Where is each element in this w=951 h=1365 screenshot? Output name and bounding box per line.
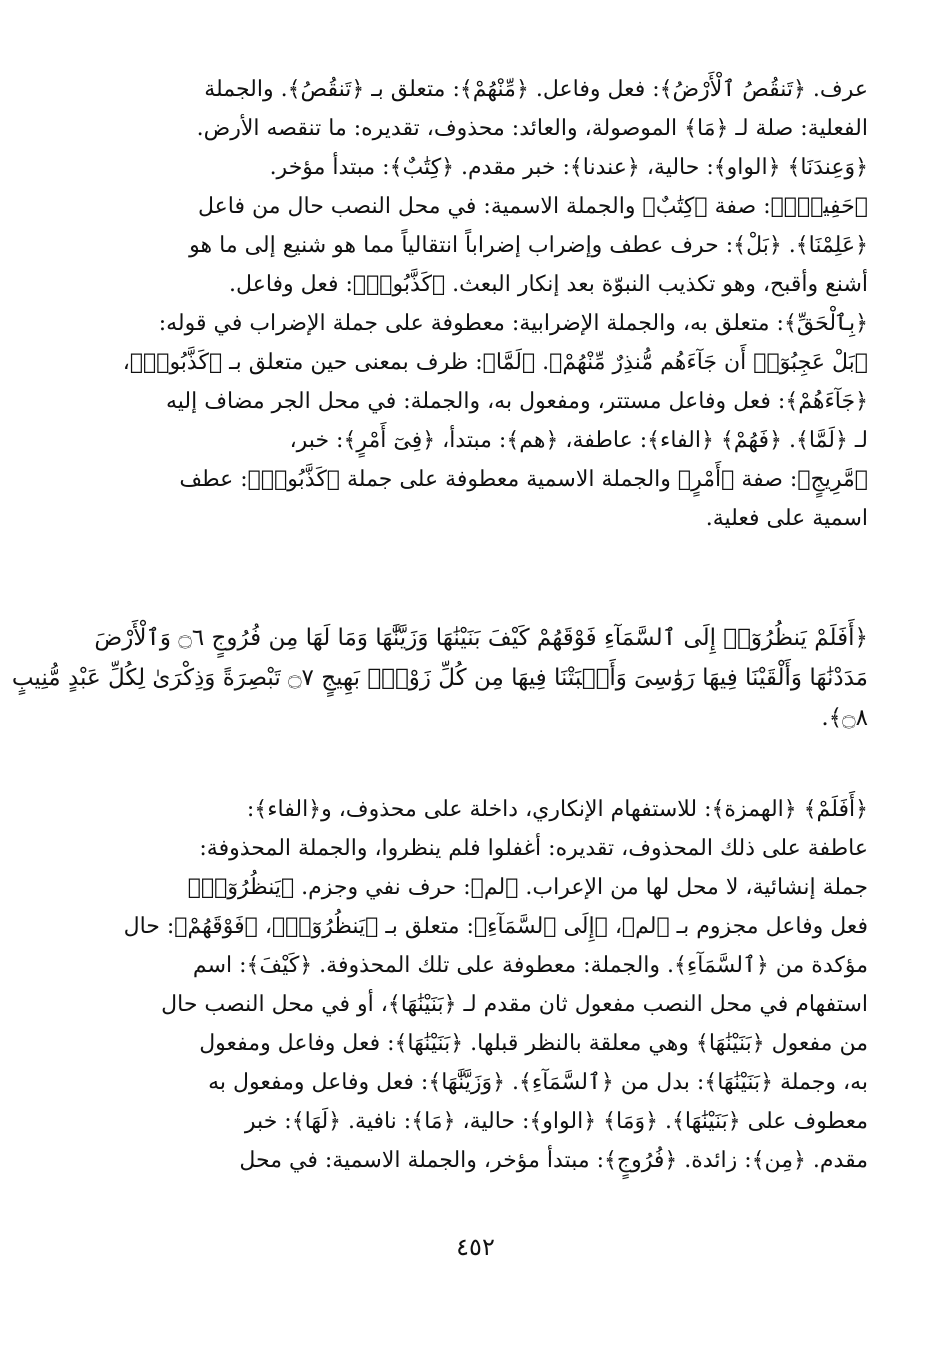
text-line: اسمية على فعلية. [705, 506, 868, 531]
text-line: مؤكدة من ﴿ٱلسَّمَآءِ﴾. والجملة: معطوفة على تلك المحذوفة. ﴿كَيْفَ﴾: اسم [192, 953, 868, 978]
text-line: ﴿مَّرِيجٍ﴾: صفة ﴿أَمْرٍ﴾ والجملة الاسمية معطوفة على جملة ﴿كَذَّبُوا۟﴾: عطف [179, 467, 868, 492]
text-line: استفهام في محل النصب مفعول ثان مقدم لـ ﴿بَنَيْنَٰهَا﴾، أو في محل النصب حال [161, 992, 868, 1017]
text-line: به، وجملة ﴿بَنَيْنَٰهَا﴾: بدل من ﴿ٱلسَّمَآءِ﴾. ﴿وَزَيَّنَّٰهَا﴾: فعل وفاعل ومفعول به [208, 1070, 868, 1095]
text-line: ﴿جَآءَهُمْ﴾: فعل وفاعل مستتر، ومفعول به، والجملة: في محل الجر مضاف إليه [165, 389, 868, 414]
text-line: من مفعول ﴿بَنَيْنَٰهَا﴾ وهي معلقة بالنظر قبلها. ﴿بَنَيْنَٰهَا﴾: فعل وفاعل ومفعول [199, 1031, 868, 1056]
text-line: لـ ﴿لَمَّا﴾. ﴿فَهُمْ﴾ ﴿الفاء﴾: عاطفة، ﴿هم﴾: مبتدأ، ﴿فِىٓ أَمْرٍ﴾: خبر، [289, 428, 868, 453]
text-line: ﴿عَلِمْنَا﴾. ﴿بَلْ﴾: حرف عطف وإضراب إضراباً انتقالياً مما هو شنيع إلى ما هو [189, 233, 868, 258]
commentary-block-1 [88, 70, 868, 538]
text-line: مقدم. ﴿مِن﴾: زائدة. ﴿فُرُوجٍ﴾: مبتدأ مؤخر، والجملة الاسمية: في محل [239, 1148, 868, 1173]
text-line: أشنع وأقبح، وهو تكذيب النبوّة بعد إنكار البعث. ﴿كَذَّبُوا۟﴾: فعل وفاعل. [229, 272, 868, 297]
verse-line: ﴿أَفَلَمْ يَنظُرُوٓا۟ إِلَى ٱلسَّمَآءِ فَوْقَهُمْ كَيْفَ بَنَيْنَٰهَا وَزَيَّنَّٰهَا وَمَا لَهَا مِن فُرُوجٍ ۝٦ وَٱلْأَرْضَ [94, 625, 868, 651]
page-number: ٤٥٢ [456, 1233, 495, 1261]
text-line: الفعلية: صلة لـ ﴿مَا﴾ الموصولة، والعائد: محذوف، تقديره: ما تنقصه الأرض. [196, 116, 868, 141]
text-line: جملة إنشائية، لا محل لها من الإعراب. ﴿لم﴾: حرف نفي وجزم. ﴿يَنظُرُوٓا۟﴾ [187, 875, 868, 900]
text-line: ﴿وَعِندَنَا﴾ ﴿الواو﴾: حالية، ﴿عندنا﴾: خبر مقدم. ﴿كِتَٰبٌ﴾: مبتدأ مؤخر. [269, 155, 868, 180]
commentary-block-2 [88, 790, 868, 1180]
text-line: ﴿حَفِيظٌۢ﴾: صفة ﴿كِتَٰبٌ﴾ والجملة الاسمية: في محل النصب حال من فاعل [197, 194, 868, 219]
text-line: ﴿بَلْ عَجِبُوٓا۟ أَن جَآءَهُم مُّنذِرٌ مِّنْهُمْ﴾. ﴿لَمَّا﴾: ظرف بمعنى حين متعلق بـ ﴿كَذَّبُوا۟﴾، [122, 350, 868, 375]
text-line: عرف. ﴿تَنقُصُ ٱلْأَرْضُ﴾: فعل وفاعل. ﴿مِّنْهُمْ﴾: متعلق بـ ﴿تَنقُصُ﴾. والجملة [204, 77, 868, 102]
text-line: ﴿أَفَلَمْ﴾ ﴿الهمزة﴾: للاستفهام الإنكاري، داخلة على محذوف، و﴿الفاء﴾: [246, 797, 868, 822]
quran-verse-block [11, 618, 868, 738]
verse-line: مَدَدْنَٰهَا وَأَلْقَيْنَا فِيهَا رَوَٰسِىَ وَأَنۢبَتْنَا فِيهَا مِن كُلِّ زَوْجٍۭ بَهِيجٍ ۝٧ تَبْصِرَةً وَذِكْرَىٰ لِكُلِّ عَبْدٍ مُّنِيبٍ [11, 665, 868, 691]
verse-line: ۝٨﴾. [821, 705, 868, 731]
text-line: فعل وفاعل مجزوم بـ ﴿لم﴾، ﴿إِلَى ٱلسَّمَآءِ﴾: متعلق بـ ﴿يَنظُرُوٓا۟﴾، ﴿فَوْقَهُمْ﴾: حال [123, 914, 868, 939]
text-line: ﴿بِٱلْحَقِّ﴾: متعلق به، والجملة الإضرابية: معطوفة على جملة الإضراب في قوله: [158, 311, 868, 336]
text-line: معطوف على ﴿بَنَيْنَٰهَا﴾. ﴿وَمَا﴾ ﴿الواو﴾: حالية، ﴿مَا﴾: نافية. ﴿لَهَا﴾: خبر [244, 1109, 868, 1134]
text-line: عاطفة على ذلك المحذوف، تقديره: أغفلوا فلم ينظروا، والجملة المحذوفة: [199, 836, 868, 861]
